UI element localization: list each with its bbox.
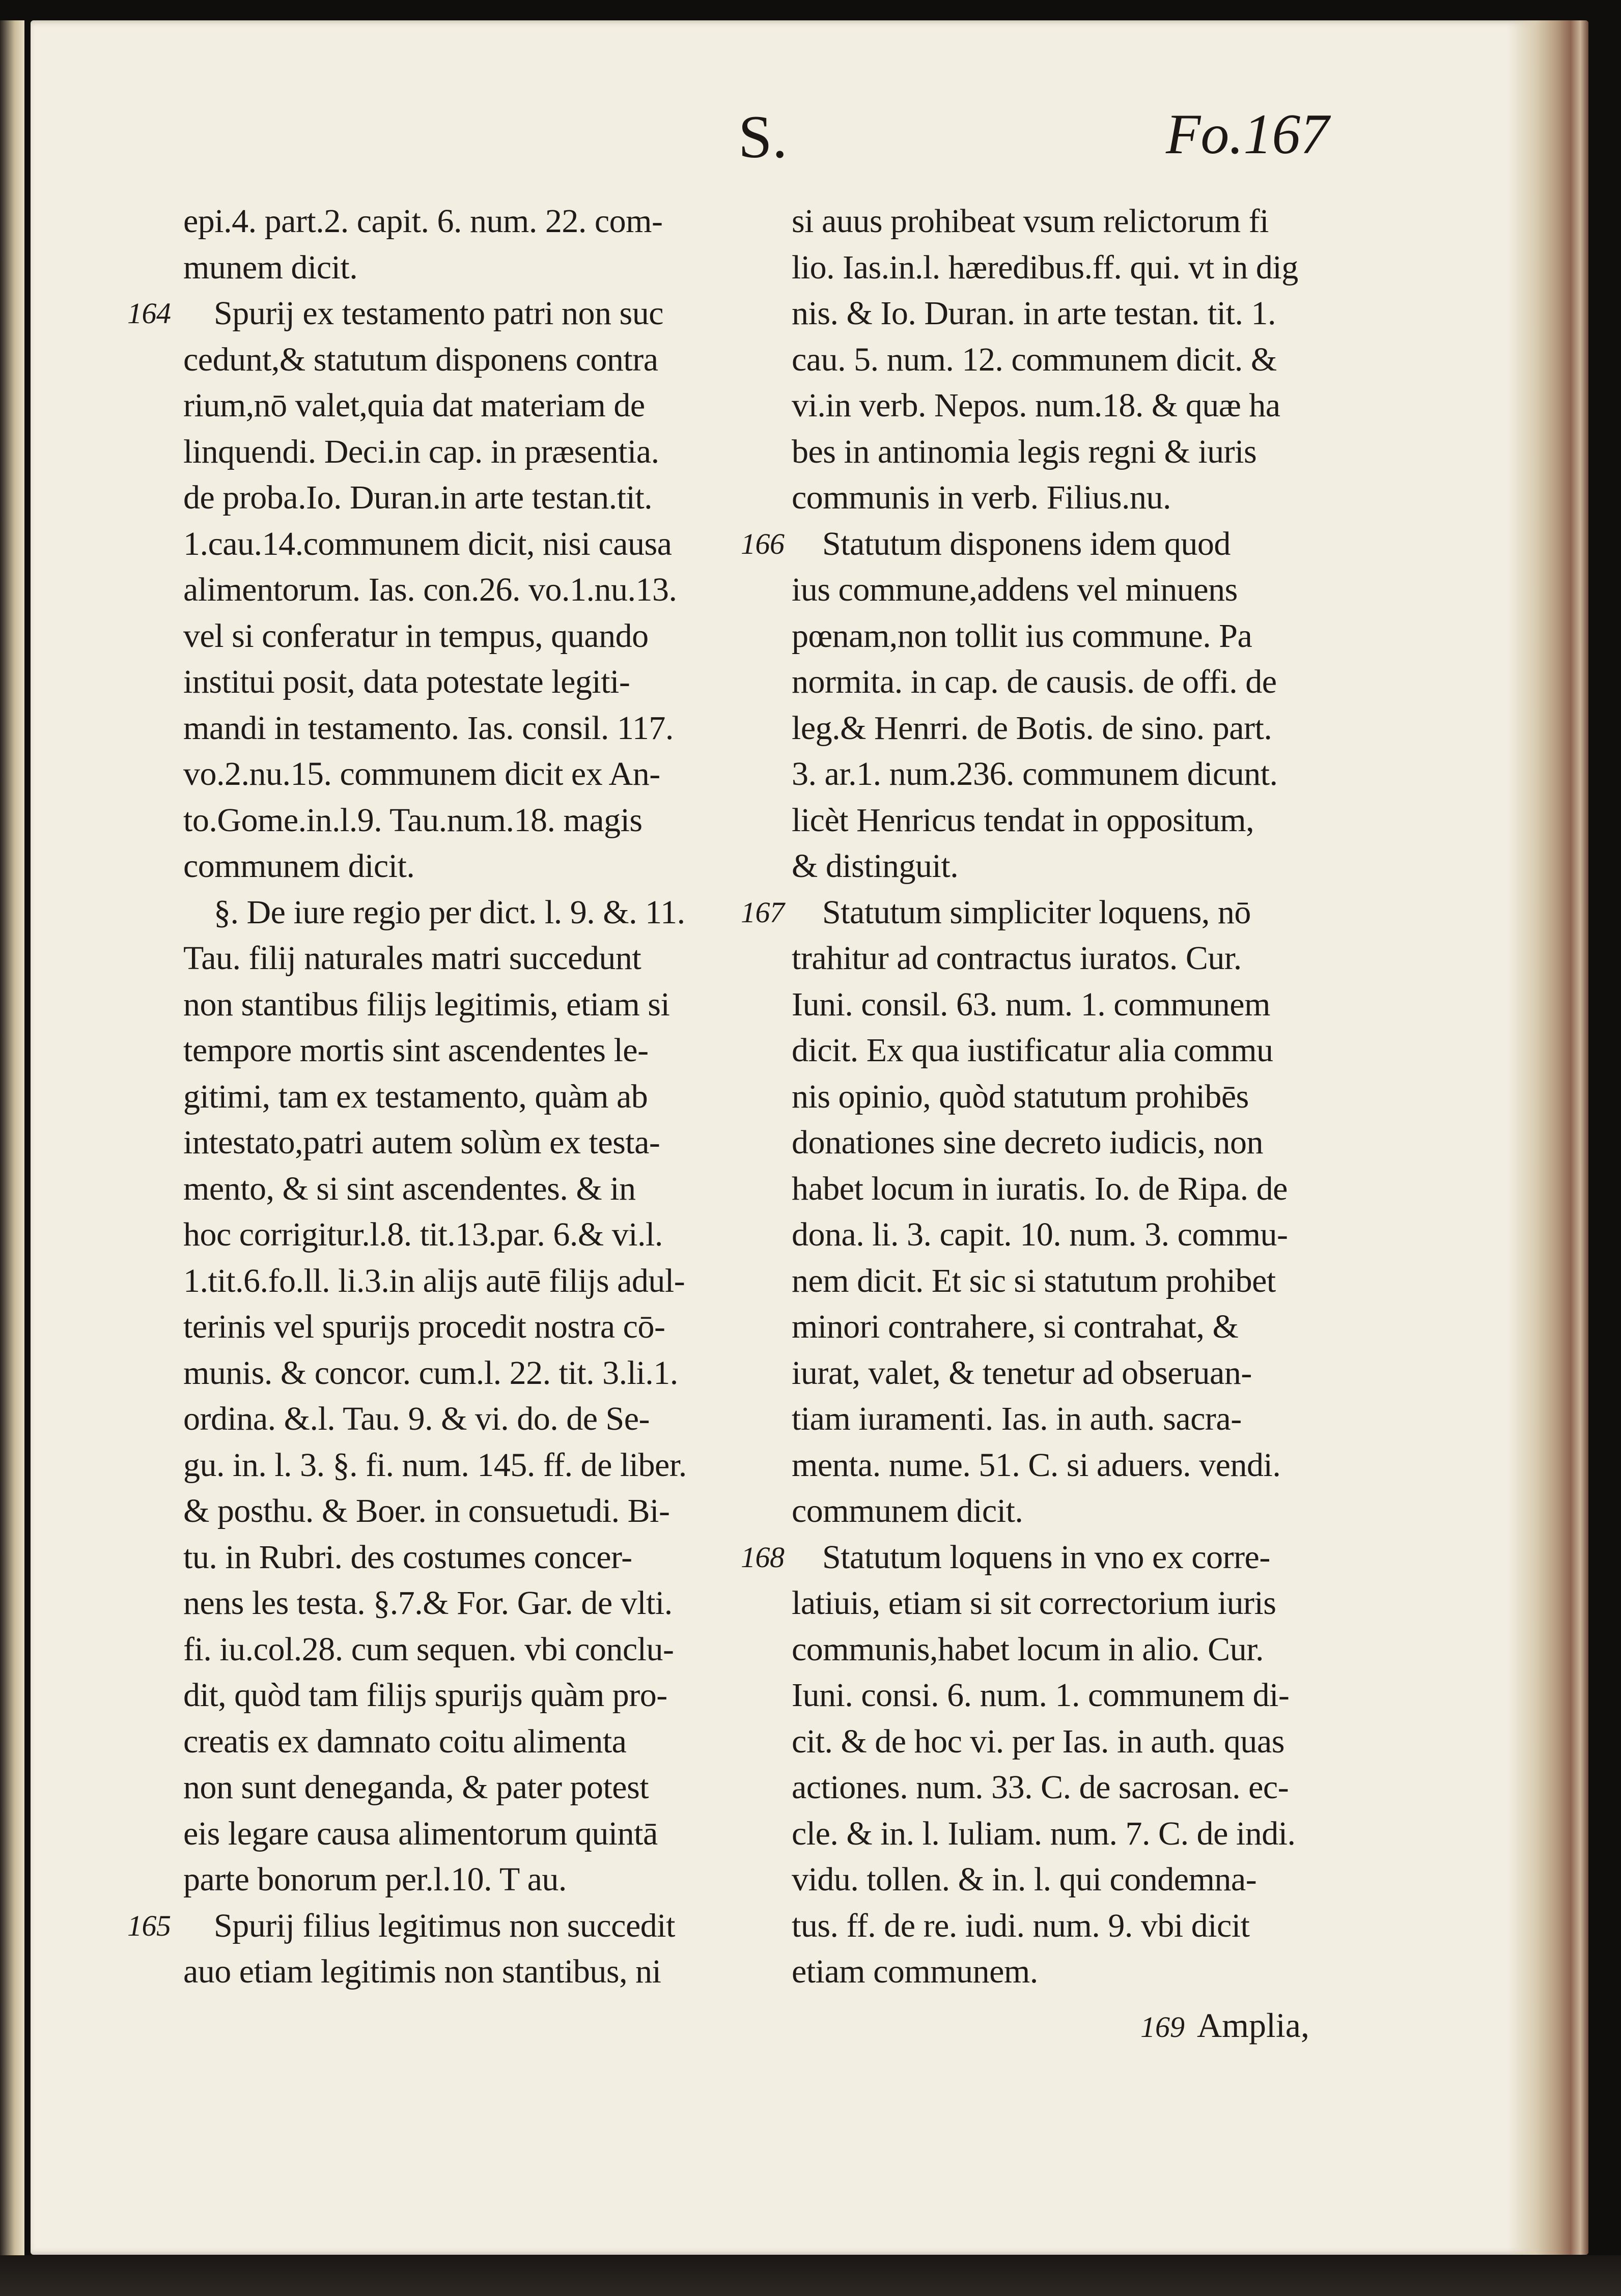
folio-number: Fo.167 (1166, 103, 1329, 166)
line-text: communis,habet locum in alio. Cur. (792, 1630, 1264, 1668)
text-line (792, 1673, 1341, 1719)
text-line (183, 1212, 733, 1258)
line-text: ius commune,addens vel minuens (792, 571, 1238, 608)
line-text: auo etiam legitimis non stantibus, ni (183, 1953, 661, 1990)
text-line (792, 1258, 1341, 1305)
line-text: nens les testa. §.7.& For. Gar. de vlti. (183, 1584, 673, 1622)
page-fore-edge (1507, 20, 1588, 2255)
line-text: latiuis, etiam si sit correctorium iuris (792, 1584, 1276, 1622)
text-line (183, 199, 733, 245)
text-line (792, 245, 1341, 291)
line-text: 1.cau.14.communem dicit, nisi causa (183, 525, 672, 562)
text-line (183, 1949, 733, 1995)
text-line (183, 843, 733, 890)
text-line (183, 1627, 733, 1673)
paragraph-number: 164 (127, 297, 171, 330)
line-text: cau. 5. num. 12. communem dicit. & (792, 341, 1277, 378)
left-text-column (127, 199, 733, 1995)
line-text: linquendi. Deci.in cap. in præsentia. (183, 433, 659, 470)
text-line (183, 982, 733, 1028)
text-line (183, 1535, 733, 1581)
line-text: actiones. num. 33. C. de sacrosan. ec- (792, 1769, 1289, 1806)
line-text: communem dicit. (183, 847, 415, 885)
right-text-column (741, 199, 1341, 1995)
text-line (792, 383, 1341, 429)
text-line (792, 982, 1341, 1028)
text-line (741, 890, 1341, 936)
line-text: Statutum loquens in vno ex corre- (822, 1538, 1270, 1576)
line-text: iurat, valet, & tenetur ad obseruan- (792, 1354, 1252, 1392)
text-line (792, 1903, 1341, 1949)
line-text: cle. & in. l. Iuliam. num. 7. C. de indi. (792, 1815, 1296, 1852)
text-line (792, 1212, 1341, 1258)
text-line (183, 521, 733, 568)
text-line (183, 751, 733, 798)
line-text: parte bonorum per.l.10. T au. (183, 1861, 567, 1898)
line-text: to.Gome.in.l.9. Tau.num.18. magis (183, 801, 642, 839)
text-line (792, 199, 1341, 245)
text-line (183, 1580, 733, 1627)
running-head-letter: S. (738, 103, 788, 171)
line-text: dona. li. 3. capit. 10. num. 3. commu- (792, 1216, 1288, 1253)
text-line (183, 936, 733, 982)
text-line (792, 291, 1341, 337)
text-line (792, 659, 1341, 705)
line-text: rium,nō valet,quia dat materiam de (183, 387, 645, 424)
text-line (741, 1535, 1341, 1581)
line-text: Spurij ex testamento patri non suc (214, 295, 663, 332)
text-line (792, 705, 1341, 752)
line-text: vidu. tollen. & in. l. qui condemna- (792, 1861, 1257, 1898)
text-line (183, 383, 733, 429)
text-line (792, 1074, 1341, 1120)
text-line (183, 1811, 733, 1857)
text-line (792, 1304, 1341, 1350)
text-line (183, 1442, 733, 1489)
line-text: Spurij filius legitimus non succedit (214, 1907, 675, 1944)
text-line (792, 1442, 1341, 1489)
line-text: & posthu. & Boer. in consuetudi. Bi- (183, 1492, 670, 1529)
line-text: donationes sine decreto iudicis, non (792, 1124, 1263, 1161)
line-text: trahitur ad contractus iuratos. Cur. (792, 940, 1242, 977)
line-text: Iuni. consi. 6. num. 1. communem di- (792, 1677, 1290, 1714)
line-text: 1.tit.6.fo.ll. li.3.in alijs autē filijs adul- (183, 1262, 685, 1299)
text-line (183, 1350, 733, 1397)
text-line (792, 475, 1341, 521)
text-line (741, 521, 1341, 568)
line-text: nem dicit. Et sic si statutum prohibet (792, 1262, 1276, 1299)
paragraph-number: 165 (127, 1909, 171, 1942)
line-text: pœnam,non tollit ius commune. Pa (792, 617, 1252, 655)
text-line (792, 751, 1341, 798)
line-text: 3. ar.1. num.236. communem dicunt. (792, 755, 1278, 792)
text-line (183, 337, 733, 383)
text-line (183, 429, 733, 475)
text-line (792, 1350, 1341, 1397)
text-line (792, 1488, 1341, 1535)
line-text: gitimi, tam ex testamento, quàm ab (183, 1078, 648, 1115)
text-line (183, 659, 733, 705)
line-text: dicit. Ex qua iustificatur alia commu (792, 1032, 1273, 1069)
paragraph-number: 166 (741, 527, 785, 560)
line-text: cit. & de hoc vi. per Ias. in auth. quas (792, 1722, 1284, 1760)
line-text: Statutum simpliciter loquens, nō (822, 893, 1251, 931)
text-line (183, 1765, 733, 1811)
text-line (792, 1120, 1341, 1166)
text-line (792, 1949, 1341, 1995)
scan-background (0, 2255, 1621, 2296)
text-line (183, 798, 733, 844)
text-line (792, 1627, 1341, 1673)
text-line (792, 1396, 1341, 1442)
catchword-text: Amplia, (1197, 2006, 1309, 2045)
text-line (127, 291, 733, 337)
text-line (183, 1258, 733, 1305)
text-line (183, 1673, 733, 1719)
text-line (183, 1857, 733, 1903)
line-text: ordina. &.l. Tau. 9. & vi. do. de Se- (183, 1400, 650, 1437)
line-text: leg.& Henrri. de Botis. de sino. part. (792, 709, 1272, 747)
line-text: communis in verb. Filius.nu. (792, 479, 1171, 516)
text-line (127, 1903, 733, 1949)
adjacent-page-edge (0, 20, 24, 2296)
line-text: vo.2.nu.15. communem dicit ex An- (183, 755, 660, 792)
line-text: §. De iure regio per dict. l. 9. &. 11. (214, 893, 685, 931)
line-text: menta. nume. 51. C. si aduers. vendi. (792, 1446, 1281, 1484)
line-text: de proba.Io. Duran.in arte testan.tit. (183, 479, 653, 516)
text-line (183, 1120, 733, 1166)
text-line (792, 1811, 1341, 1857)
line-text: eis legare causa alimentorum quintā (183, 1815, 658, 1852)
line-text: dit, quòd tam filijs spurijs quàm pro- (183, 1677, 667, 1714)
text-line (792, 1857, 1341, 1903)
line-text: mento, & si sint ascendentes. & in (183, 1170, 636, 1207)
line-text: terinis vel spurijs procedit nostra cō- (183, 1308, 665, 1345)
text-line (792, 1166, 1341, 1212)
line-text: gu. in. l. 3. §. fi. num. 145. ff. de liber. (183, 1446, 687, 1484)
text-line (183, 1074, 733, 1120)
line-text: intestato,patri autem solùm ex testa- (183, 1124, 660, 1161)
line-text: institui posit, data potestate legiti- (183, 663, 630, 700)
paragraph-number: 167 (741, 895, 785, 929)
paragraph-number: 168 (741, 1540, 785, 1574)
text-line (183, 1719, 733, 1765)
line-text: habet locum in iuratis. Io. de Ripa. de (792, 1170, 1288, 1207)
line-text: tus. ff. de re. iudi. num. 9. vbi dicit (792, 1907, 1250, 1944)
line-text: tu. in Rubri. des costumes concer- (183, 1538, 632, 1576)
line-text: non stantibus filijs legitimis, etiam si (183, 985, 670, 1023)
text-line (792, 798, 1341, 844)
text-line (183, 1304, 733, 1350)
text-line (792, 843, 1341, 890)
line-text: etiam communem. (792, 1953, 1038, 1990)
line-text: non sunt deneganda, & pater potest (183, 1769, 649, 1806)
text-line (792, 1765, 1341, 1811)
line-text: nis. & Io. Duran. in arte testan. tit. 1. (792, 295, 1276, 332)
text-line (183, 245, 733, 291)
line-text: Statutum disponens idem quod (822, 525, 1231, 562)
line-text: hoc corrigitur.l.8. tit.13.par. 6.& vi.l. (183, 1216, 663, 1253)
line-text: cedunt,& statutum disponens contra (183, 341, 658, 378)
catchword (1140, 2005, 1309, 2046)
line-text: munis. & concor. cum.l. 22. tit. 3.li.1. (183, 1354, 678, 1392)
text-line (792, 1028, 1341, 1074)
text-line (183, 1396, 733, 1442)
text-line (792, 1580, 1341, 1627)
text-line (792, 613, 1341, 660)
line-text: munem dicit. (183, 248, 358, 286)
line-text: fi. iu.col.28. cum sequen. vbi conclu- (183, 1630, 674, 1668)
text-line (792, 1719, 1341, 1765)
line-text: & distinguit. (792, 847, 959, 885)
catchword-number: 169 (1140, 2010, 1185, 2044)
line-text: Iuni. consil. 63. num. 1. communem (792, 985, 1270, 1023)
line-text: nis opinio, quòd statutum prohibēs (792, 1078, 1249, 1115)
text-line (792, 567, 1341, 613)
line-text: tiam iuramenti. Ias. in auth. sacra- (792, 1400, 1242, 1437)
line-text: normita. in cap. de causis. de offi. de (792, 663, 1277, 700)
line-text: vi.in verb. Nepos. num.18. & quæ ha (792, 387, 1280, 424)
line-text: communem dicit. (792, 1492, 1023, 1529)
line-text: vel si conferatur in tempus, quando (183, 617, 649, 655)
text-line (183, 1488, 733, 1535)
line-text: mandi in testamento. Ias. consil. 117. (183, 709, 674, 747)
line-text: tempore mortis sint ascendentes le- (183, 1032, 649, 1069)
text-line (792, 337, 1341, 383)
text-line (183, 890, 733, 936)
text-line (792, 936, 1341, 982)
text-line (183, 1028, 733, 1074)
line-text: epi.4. part.2. capit. 6. num. 22. com- (183, 203, 663, 240)
line-text: si auus prohibeat vsum relictorum fi (792, 203, 1269, 240)
line-text: Tau. filij naturales matri succedunt (183, 940, 641, 977)
line-text: lio. Ias.in.l. hæredibus.ff. qui. vt in dig (792, 248, 1298, 286)
text-line (792, 429, 1341, 475)
text-line (183, 567, 733, 613)
line-text: creatis ex damnato coitu alimenta (183, 1722, 627, 1760)
text-line (183, 475, 733, 521)
text-line (183, 705, 733, 752)
line-text: minori contrahere, si contrahat, & (792, 1308, 1239, 1345)
text-line (183, 1166, 733, 1212)
line-text: bes in antinomia legis regni & iuris (792, 433, 1257, 470)
line-text: alimentorum. Ias. con.26. vo.1.nu.13. (183, 571, 677, 608)
line-text: licèt Henricus tendat in oppositum, (792, 801, 1254, 839)
text-line (183, 613, 733, 660)
